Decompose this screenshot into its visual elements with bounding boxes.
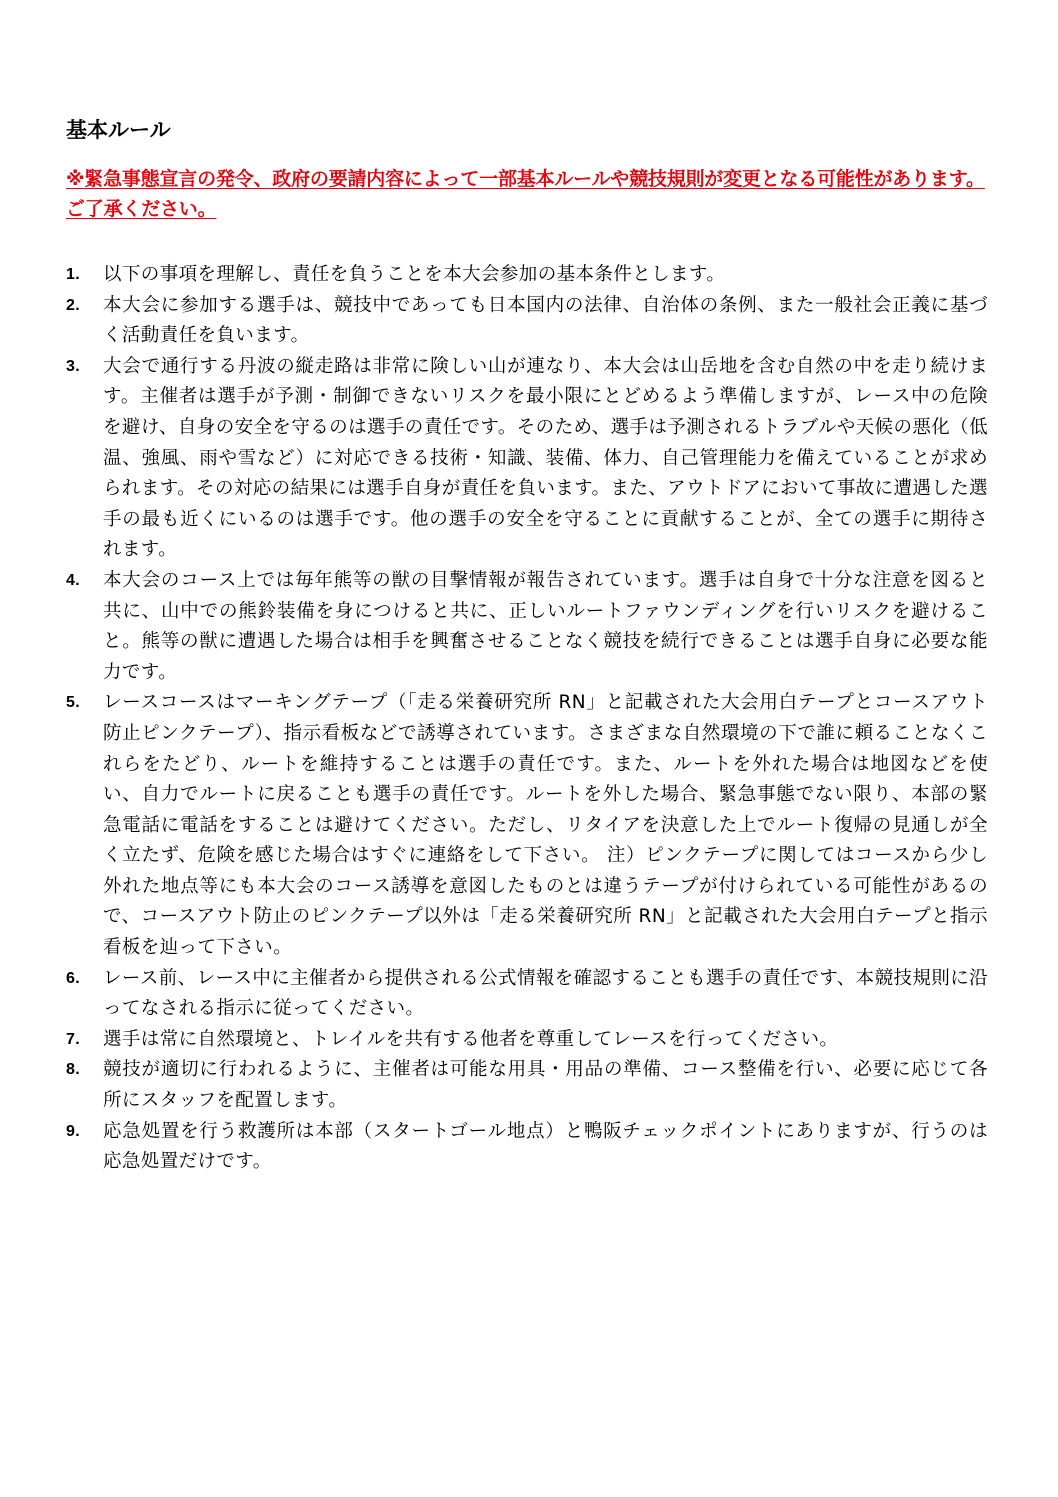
rule-number: 4. bbox=[66, 571, 81, 589]
rule-number: 8. bbox=[66, 1061, 81, 1079]
rule-text: レースコースはマーキングテープ（「走る栄養研究所 RN」と記載された大会用白テープとコースアウト防止ピンクテープ）、指示看板などで誘導されています。さまざまな自然環境の下で誰に頼ることなくこれらをたどり、ルートを維持することは選手の責任です。また、ルートを外れた場合は地図などを使い、自力でルートに戻ることも選手の責任です。ルートを外した場合、緊急事態でない限り、本部の緊急電話に電話をすることは避けてください。ただし、リタイアを決意した上でルート復帰の見通しが全く立たず、危険を感じた場合はすぐに連絡をして下さい。 注）ピンクテープに関してはコースから少し外れた地点等にも本大会のコース誘導を意図したものとは違うテープが付けられている可能性があるので、コースアウト防止のピンクテープ以外は「走る栄養研究所 RN」と記載された大会用白テープと指示看板を辿って下さい。 bbox=[103, 692, 988, 959]
rule-item-9 bbox=[66, 1117, 988, 1178]
rule-number: 2. bbox=[66, 296, 81, 314]
rule-number: 6. bbox=[66, 969, 81, 987]
rule-text: 本大会のコース上では毎年熊等の獣の目撃情報が報告されています。選手は自身で十分な注意を図ると共に、山中での熊鈴装備を身につけると共に、正しいルートファウンディングを行いリスクを避けること。熊等の獣に遭遇した場合は相手を興奮させることなく競技を続行できることは選手自身に必要な能力です。 bbox=[103, 569, 988, 683]
rule-text: レース前、レース中に主催者から提供される公式情報を確認することも選手の責任です、本競技規則に沿ってなされる指示に従ってください。 bbox=[103, 967, 988, 1020]
rule-item-2 bbox=[66, 291, 988, 352]
rule-item-8 bbox=[66, 1055, 988, 1116]
rule-number: 1. bbox=[66, 266, 81, 283]
rule-text: 以下の事項を理解し、責任を負うことを本大会参加の基本条件とします。 bbox=[103, 264, 726, 285]
rule-text: 大会で通行する丹波の縦走路は非常に険しい山が連なり、本大会は山岳地を含む自然の中を走り続けます。主催者は選手が予測・制御できないリスクを最小限にとどめるよう準備しますが、レース中の危険を避け、自身の安全を守るのは選手の責任です。そのため、選手は予測されるトラブルや天候の悪化（低温、強風、雨や雪など）に対応できる技術・知識、装備、体力、自己管理能力を備えていることが求められます。その対応の結果には選手自身が責任を負います。また、アウトドアにおいて事故に遭遇した選手の最も近くにいるのは選手です。他の選手の安全を守ることに貢献することが、全ての選手に期待されます。 bbox=[103, 355, 988, 561]
rule-item-4 bbox=[66, 566, 988, 688]
rule-item-7 bbox=[66, 1025, 988, 1056]
rule-item-3 bbox=[66, 352, 988, 566]
rule-item-5 bbox=[66, 688, 988, 963]
rule-item-1 bbox=[66, 260, 988, 291]
rule-text: 本大会に参加する選手は、競技中であっても日本国内の法律、自治体の条例、また一般社会正義に基づく活動責任を負います。 bbox=[103, 294, 988, 347]
rule-number: 7. bbox=[66, 1030, 81, 1048]
rule-text: 応急処置を行う救護所は本部（スタートゴール地点）と鴨阪チェックポイントにありますが、行うのは応急処置だけです。 bbox=[103, 1120, 988, 1173]
rule-item-6 bbox=[66, 964, 988, 1025]
emergency-notice: ※緊急事態宣言の発令、政府の要請内容によって一部基本ルールや競技規則が変更となる可能性があります。ご了承ください。 bbox=[66, 168, 985, 220]
rule-number: 5. bbox=[66, 694, 81, 712]
rule-text: 競技が適切に行われるように、主催者は可能な用具・用品の準備、コース整備を行い、必要に応じて各所にスタッフを配置します。 bbox=[103, 1059, 988, 1112]
rule-number: 3. bbox=[66, 357, 81, 375]
page-title: 基本ルール bbox=[66, 118, 171, 142]
rules-list bbox=[66, 260, 988, 1178]
rule-text: 選手は常に自然環境と、トレイルを共有する他者を尊重してレースを行ってください。 bbox=[103, 1028, 839, 1050]
rule-number: 9. bbox=[66, 1122, 81, 1140]
